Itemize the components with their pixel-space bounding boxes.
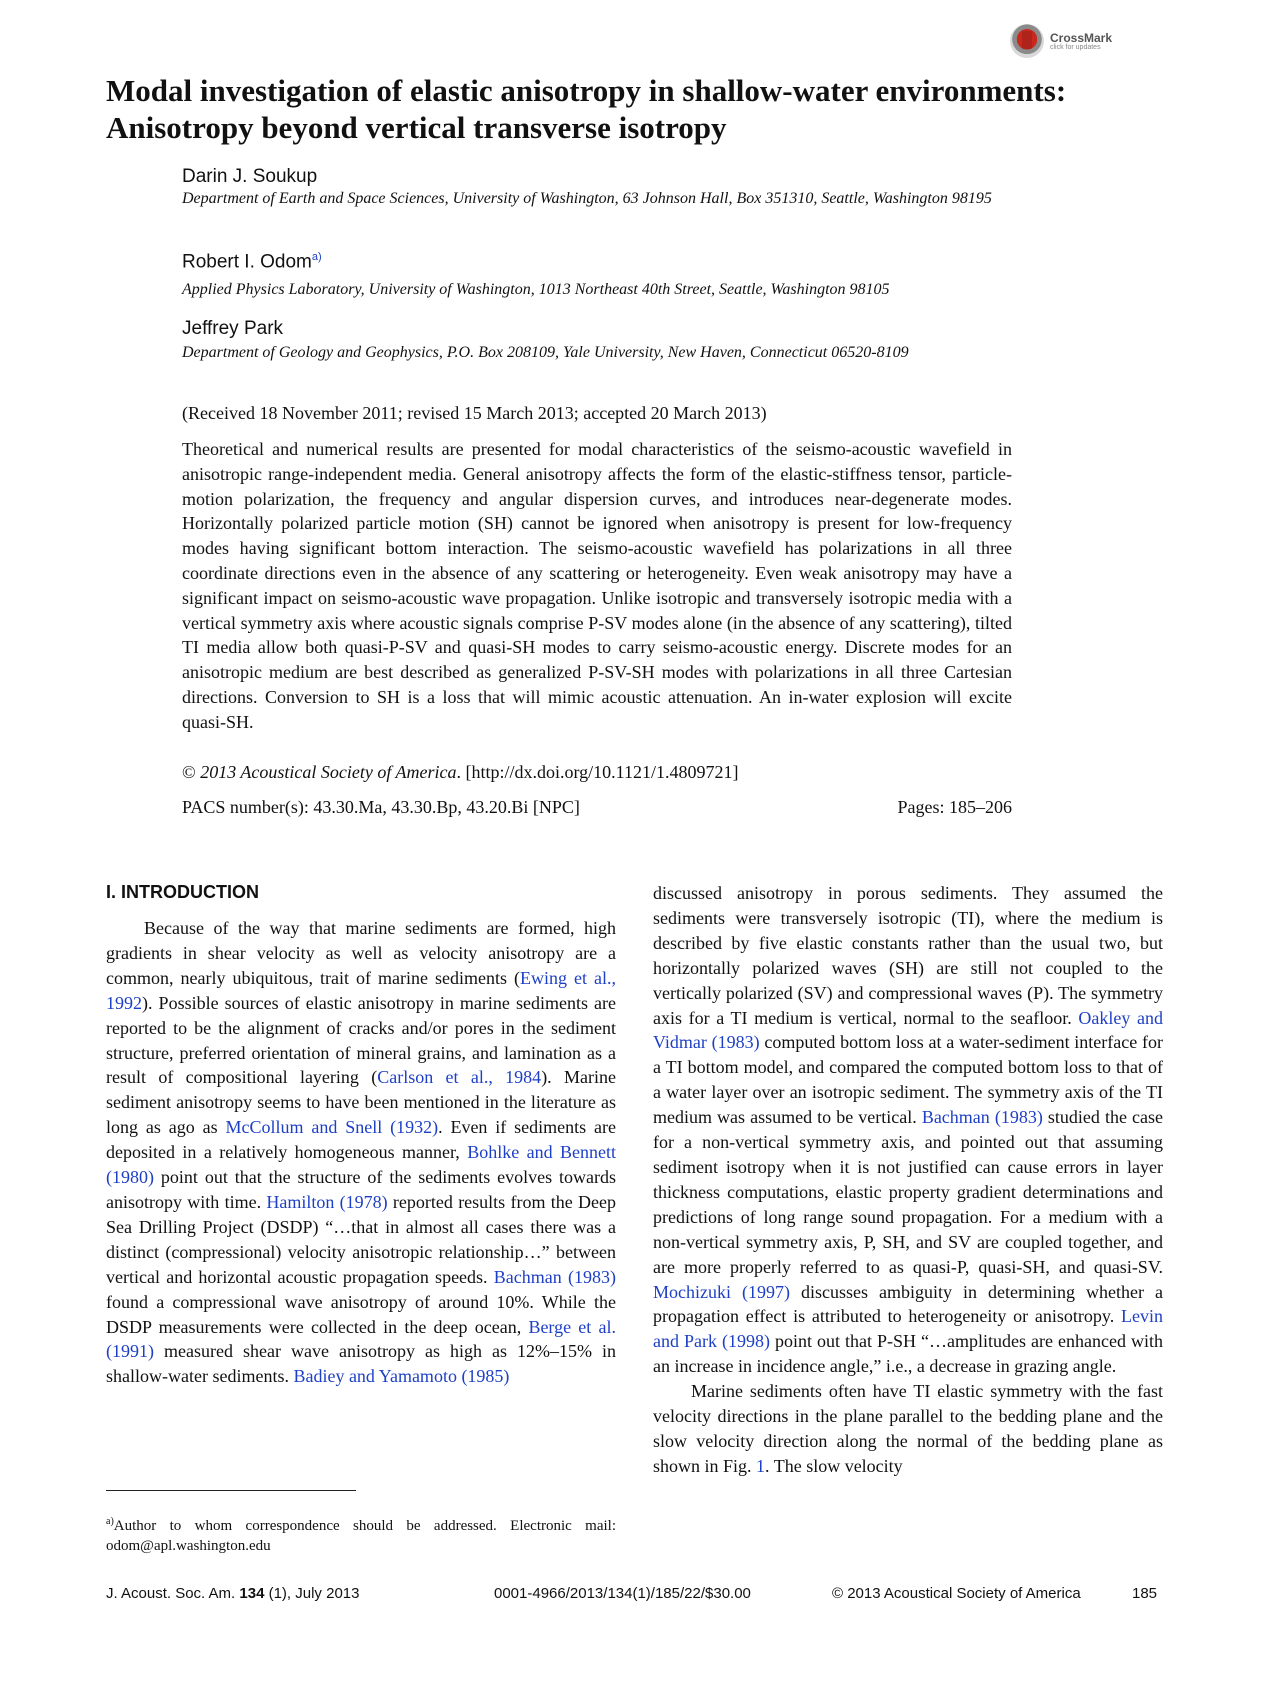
abstract: Theoretical and numerical results are presented for modal characteristics of the seismo-acoustic wavefield in anisotropic range-independent media. General anisotropy affects the form of the elastic-stiffness tensor, particle-motion polarization, the frequency and angular dispersion curves, and introduces near-degenerate modes. Horizontally polarized particle motion (SH) cannot be ignored when anisotropy is present for low-frequency modes having significant bottom interaction. The seismo-acoustic wavefield has polarizations in all three coordinate directions even in the absence of any scattering or heterogeneity. Even weak anisotropy may have a significant impact on seismo-acoustic wave propagation. Unlike isotropic and transversely isotropic media with a vertical symmetry axis where acoustic signals comprise P-SV modes alone (in the absence of any scattering), tilted TI media allow both quasi-P-SV and quasi-SH modes to carry seismo-acoustic energy. Discrete modes for an anisotropic medium are best described as generalized P-SV-SH modes with polarizations in all three Cartesian directions. Conversion to SH is a loss that will mimic acoustic attenuation. An in-water explosion will excite quasi-SH. [182, 439, 1012, 732]
body-text: point out that P-SH “…amplitudes are enhanced with an increase in incidence angle,” i.e., a decrease in grazing angle. [653, 1331, 1163, 1377]
crossmark-label: CrossMark [1050, 30, 1113, 45]
body-text: Marine sediments often have TI elastic symmetry with the fast velocity directions in the plane parallel to the bedding plane and the slow velocity direction along the normal of the bedding plane as shown in Fig. [653, 1381, 1163, 1476]
body-text: Because of the way that marine sediments are formed, high gradients in shear velocity as well as velocity anisotropy are a common, nearly ubiquitous, trait of marine sediments ( [106, 918, 616, 988]
citation-link[interactable]: Bohlke and Bennett (1980) [106, 1142, 616, 1188]
citation-link[interactable]: Carlson et al., 1984 [377, 1067, 542, 1088]
body-text: found a compressional wave anisotropy of around 10%. While the DSDP measurements were collected in the deep ocean, [106, 1291, 616, 1337]
footnote-marker-link[interactable]: a) [311, 251, 322, 263]
body-text: . The slow velocity [765, 1455, 903, 1476]
received-dates: (Received 18 November 2011; revised 15 March 2013; accepted 20 March 2013) [182, 403, 767, 423]
body-text: ). Possible sources of elastic anisotropy in marine sediments are reported to be the alignment of cracks and/or pores in the sediment structure, preferred orientation of mineral grains, and lamination as a result of compositional layering ( [106, 992, 616, 1088]
body-text: measured shear wave anisotropy as high as 12%–15% in shallow-water sediments. [106, 1341, 616, 1387]
author-affiliation: Applied Physics Laboratory, University of Washington, 1013 Northeast 40th Street, Seattle, Washington 98105 [182, 281, 890, 298]
body-text: discussed anisotropy in porous sediments. They assumed the sediments were transversely isotropic (TI), where the medium is described by five elastic constants rather than the usual two, but horizontally polarized waves (SH) are still not coupled to the vertically polarized (SV) and compressional waves (P). The symmetry axis for a TI medium is vertical, normal to the seafloor. [653, 883, 1163, 1028]
citation-link[interactable]: Levin and Park (1998) [653, 1306, 1163, 1352]
body-text: . Even if sediments are deposited in a relatively homogeneous manner, [106, 1117, 617, 1163]
paragraph [653, 1379, 1163, 1479]
body-text: studied the case for a non-vertical symmetry axis, and pointed out that assuming sediment isotropy when it is not justified can cause errors in layer thickness computations, elastic property gradient determinations and predictions of long range sound propagation. For a medium with a non-vertical symmetry axis, P, SH, and SV are coupled together, and are more properly referred to as quasi-P, quasi-SH, and quasi-SV. [653, 1107, 1163, 1277]
author-name: Jeffrey Park [182, 318, 284, 339]
citation-link[interactable]: Bachman (1983) [921, 1107, 1043, 1128]
paragraph [653, 881, 1163, 1379]
left-column [106, 916, 616, 1389]
body-text: ). Marine sediment anisotropy seems to have been mentioned in the literature as long as ago as [106, 1067, 616, 1138]
crossmark-badge[interactable] [1010, 20, 1120, 62]
crossmark-icon [1010, 24, 1044, 58]
journal-citation: J. Acoust. Soc. Am. 134 (1), July 2013 [106, 1585, 360, 1602]
citation-link[interactable]: Oakley and Vidmar (1983) [653, 1007, 1163, 1053]
copyright-line: © 2013 Acoustical Society of America. [http://dx.doi.org/10.1121/1.4809721] [182, 762, 739, 782]
author-affiliation: Department of Geology and Geophysics, P.O. Box 208109, Yale University, New Haven, Connecticut 06520-8109 [182, 344, 909, 361]
citation-link[interactable]: McCollum and Snell (1932) [225, 1117, 439, 1138]
paper-title: Modal investigation of elastic anisotropy in shallow-water environments: Anisotropy beyond vertical transverse isotropy [106, 73, 1067, 145]
footnote: $^{a)}$Author to whom correspondence should be addressed. Electronic mail: odom@apl.washington.edu [106, 1516, 616, 1554]
citation-link[interactable]: Hamilton (1978) [266, 1191, 388, 1212]
author-name: Robert I. Odom$^{a)}$ [182, 251, 322, 273]
page-range: Pages: 185–206 [897, 797, 1012, 817]
citation-link[interactable]: Mochizuki (1997) [653, 1281, 790, 1302]
author-affiliation: Department of Earth and Space Sciences, University of Washington, 63 Johnson Hall, Box 351310, Seattle, Washington 98195 [182, 190, 992, 207]
issn-code: 0001-4966/2013/134(1)/185/22/$30.00 [494, 1585, 751, 1602]
body-text: computed bottom loss at a water-sediment interface for a TI bottom model, and compared the computed bottom loss to that of a water layer over an isotropic sediment. The symmetry axis of the TI medium was assumed to be vertical. [653, 1032, 1163, 1128]
footnote-marker: a) [106, 1516, 114, 1527]
citation-link[interactable]: Badiey and Yamamoto (1985) [293, 1366, 510, 1387]
citation-link[interactable]: Bachman (1983) [493, 1266, 616, 1287]
citation-link[interactable]: Berge et al. (1991) [106, 1316, 617, 1362]
section-heading: I. INTRODUCTION [106, 882, 259, 902]
body-text: point out that the structure of the sediments evolves towards anisotropy with time. [106, 1167, 616, 1212]
paragraph [106, 916, 616, 1389]
body-text: discusses ambiguity in determining whether a propagation effect is attributed to heterogeneity or anisotropy. [653, 1281, 1163, 1327]
crossmark-sublabel: click for updates [1050, 43, 1101, 51]
footnote-divider [106, 1490, 356, 1491]
page-number: 185 [1132, 1585, 1158, 1602]
citation-link[interactable]: Ewing et al., 1992 [106, 967, 616, 1013]
right-column [653, 881, 1163, 1479]
pacs-numbers: PACS number(s): 43.30.Ma, 43.30.Bp, 43.20.Bi [NPC] [182, 797, 580, 817]
body-text: reported results from the Deep Sea Drilling Project (DSDP) “…that in almost all cases there was a distinct (compressional) velocity anisotropic relationship…” between vertical and horizontal acoustic propagation speeds. [106, 1191, 617, 1287]
citation-link[interactable]: 1 [756, 1455, 766, 1476]
author-name: Darin J. Soukup [182, 166, 318, 187]
society-copyright: © 2013 Acoustical Society of America [832, 1585, 1081, 1602]
